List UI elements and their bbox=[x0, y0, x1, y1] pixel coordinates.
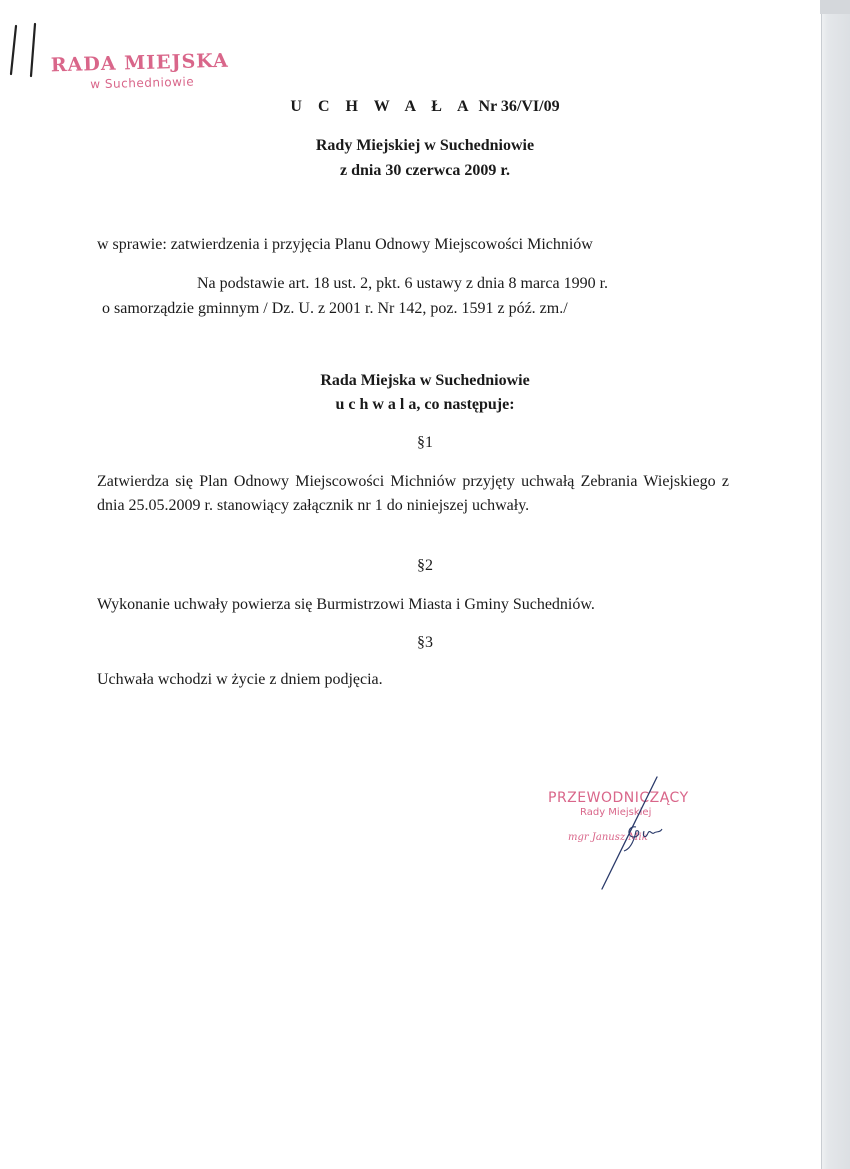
document-title bbox=[0, 98, 850, 116]
title-word: U C H W A Ł A bbox=[290, 98, 475, 115]
title-line3: z dnia 30 czerwca 2009 r. bbox=[339, 162, 511, 179]
legal-basis-line1: Na podstawie art. 18 ust. 2, pkt. 6 ustawy z dnia 8 marca 1990 r. bbox=[197, 275, 609, 292]
stamp-line2: w Suchedniowie bbox=[90, 74, 195, 92]
title-number: Nr 36/VI/09 bbox=[478, 98, 560, 115]
council-stamp bbox=[50, 50, 231, 93]
council-name: Rada Miejska w Suchedniowie bbox=[320, 372, 530, 389]
title-line2: Rady Miejskiej w Suchedniowie bbox=[315, 137, 535, 154]
legal-basis-line2: o samorządzie gminnym / Dz. U. z 2001 r. Nr 142, poz. 1591 z póź. zm./ bbox=[102, 300, 568, 317]
section-2-label: §2 bbox=[417, 557, 433, 574]
scan-edge-top bbox=[820, 0, 850, 14]
signature-name: mgr Janusz Mik bbox=[568, 832, 648, 843]
section-2-text: Wykonanie uchwały powierza się Burmistrzowi Miasta i Gminy Suchedniów. bbox=[97, 596, 595, 613]
section-1-text: Zatwierdza się Plan Odnowy Miejscowości Michniów przyjęty uchwałą Zebrania Wiejskiego z dnia 25.05.2009 r. stanowiący załącznik nr 1 do niniejszej uchwały. bbox=[97, 473, 729, 514]
section-1-label: §1 bbox=[417, 434, 433, 451]
subject-line: w sprawie: zatwierdzenia i przyjęcia Planu Odnowy Miejscowości Michniów bbox=[97, 236, 593, 253]
handwritten-signature-icon bbox=[590, 775, 670, 895]
margin-mark-icon bbox=[2, 22, 42, 78]
section-3-text: Uchwała wchodzi w życie z dniem podjęcia. bbox=[97, 671, 383, 688]
stamp-line1: RADA MIEJSKA bbox=[50, 49, 230, 77]
signature-title: PRZEWODNICZĄCY bbox=[548, 790, 689, 806]
section-3-label: §3 bbox=[417, 634, 433, 651]
decides-line: u c h w a l a, co następuje: bbox=[335, 396, 515, 413]
signature-subtitle: Rady Miejskiej bbox=[580, 807, 652, 818]
